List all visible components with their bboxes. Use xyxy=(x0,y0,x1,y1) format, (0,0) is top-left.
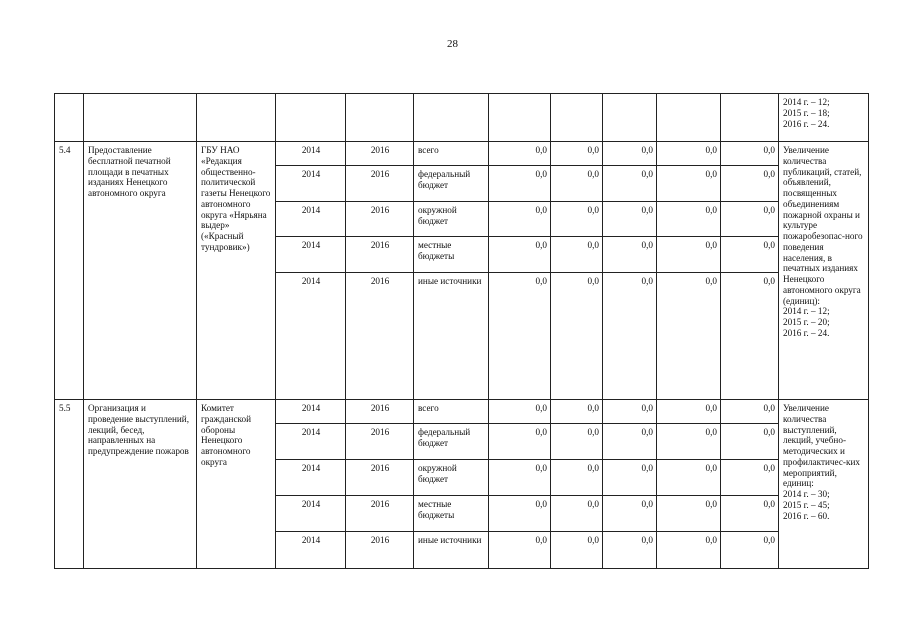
result-line: 2015 г. – 45; xyxy=(783,499,830,510)
program-measures-table xyxy=(54,93,869,569)
funding-source: иные источники xyxy=(414,532,489,569)
start-year: 2014 xyxy=(276,273,346,400)
value-cell: 0,0 xyxy=(551,273,603,400)
value-cell: 0,0 xyxy=(551,202,603,237)
value-cell: 0,0 xyxy=(603,237,657,273)
funding-source: окружной бюджет xyxy=(414,460,489,496)
start-year: 2014 xyxy=(276,532,346,569)
value-cell: 0,0 xyxy=(551,424,603,460)
value-cell: 0,0 xyxy=(603,496,657,532)
end-year: 2016 xyxy=(346,460,414,496)
value-cell: 0,0 xyxy=(489,273,551,400)
result-line: 2014 г. – 12; xyxy=(783,97,830,107)
start-year: 2014 xyxy=(276,202,346,237)
value-cell: 0,0 xyxy=(489,237,551,273)
cell-empty xyxy=(276,94,346,142)
cell-empty xyxy=(414,94,489,142)
cell-empty xyxy=(346,94,414,142)
value-cell: 0,0 xyxy=(657,424,721,460)
value-cell: 0,0 xyxy=(721,496,779,532)
end-year: 2016 xyxy=(346,400,414,424)
value-cell: 0,0 xyxy=(489,460,551,496)
value-cell: 0,0 xyxy=(551,496,603,532)
value-cell: 0,0 xyxy=(489,424,551,460)
item-name: Организация и проведение выступлений, лекций, бесед, направленных на предупреждение пожаров xyxy=(84,400,197,569)
value-cell: 0,0 xyxy=(721,202,779,237)
value-cell: 0,0 xyxy=(489,532,551,569)
item-executor: Комитет гражданской обороны Ненецкого автономного округа xyxy=(197,400,276,569)
funding-source: иные источники xyxy=(414,273,489,400)
cell-empty xyxy=(84,94,197,142)
table-row xyxy=(55,400,869,424)
value-cell: 0,0 xyxy=(657,496,721,532)
value-cell: 0,0 xyxy=(489,400,551,424)
value-cell: 0,0 xyxy=(603,532,657,569)
funding-source: окружной бюджет xyxy=(414,202,489,237)
end-year: 2016 xyxy=(346,496,414,532)
end-year: 2016 xyxy=(346,532,414,569)
value-cell: 0,0 xyxy=(721,532,779,569)
value-cell: 0,0 xyxy=(551,142,603,166)
result-line: 2016 г. – 24. xyxy=(783,328,830,339)
funding-source: местные бюджеты xyxy=(414,237,489,273)
value-cell: 0,0 xyxy=(489,166,551,202)
cell-empty xyxy=(489,94,551,142)
start-year: 2014 xyxy=(276,237,346,273)
value-cell: 0,0 xyxy=(551,460,603,496)
value-cell: 0,0 xyxy=(489,202,551,237)
value-cell: 0,0 xyxy=(657,237,721,273)
end-year: 2016 xyxy=(346,273,414,400)
funding-source: всего xyxy=(414,400,489,424)
start-year: 2014 xyxy=(276,142,346,166)
item-number: 5.5 xyxy=(55,400,84,569)
start-year: 2014 xyxy=(276,460,346,496)
value-cell: 0,0 xyxy=(603,460,657,496)
result-cell xyxy=(779,142,869,400)
result-line: 2014 г. – 30; xyxy=(783,489,830,500)
result-line: 2016 г. – 24. xyxy=(783,118,830,129)
value-cell: 0,0 xyxy=(603,202,657,237)
cell-empty xyxy=(657,94,721,142)
cell-empty xyxy=(551,94,603,142)
value-cell: 0,0 xyxy=(551,166,603,202)
end-year: 2016 xyxy=(346,202,414,237)
result-text: Увеличение количества публикаций, статей, объявлений, посвященных объединениям пожарной охраны и культуре пожаробезопас-ного поведения населения, в печатных изданиях Ненецкого автономного округа (единиц): xyxy=(783,145,863,306)
value-cell: 0,0 xyxy=(603,400,657,424)
end-year: 2016 xyxy=(346,424,414,460)
value-cell: 0,0 xyxy=(551,400,603,424)
result-cell xyxy=(779,400,869,569)
result-line: 2015 г. – 20; xyxy=(783,317,830,328)
funding-source: федеральный бюджет xyxy=(414,166,489,202)
cell-empty xyxy=(197,94,276,142)
start-year: 2014 xyxy=(276,400,346,424)
value-cell: 0,0 xyxy=(657,400,721,424)
value-cell: 0,0 xyxy=(603,424,657,460)
value-cell: 0,0 xyxy=(603,166,657,202)
value-cell: 0,0 xyxy=(489,496,551,532)
value-cell: 0,0 xyxy=(657,273,721,400)
table-row xyxy=(55,142,869,166)
value-cell: 0,0 xyxy=(721,400,779,424)
result-cell xyxy=(779,94,869,142)
value-cell: 0,0 xyxy=(721,273,779,400)
value-cell: 0,0 xyxy=(657,142,721,166)
result-line: 2014 г. – 12; xyxy=(783,306,830,317)
page-number: 28 xyxy=(447,38,458,50)
value-cell: 0,0 xyxy=(657,202,721,237)
end-year: 2016 xyxy=(346,142,414,166)
end-year: 2016 xyxy=(346,237,414,273)
value-cell: 0,0 xyxy=(603,273,657,400)
end-year: 2016 xyxy=(346,166,414,202)
value-cell: 0,0 xyxy=(721,460,779,496)
item-name: Предоставление бесплатной печатной площади в печатных изданиях Ненецкого автономного округа xyxy=(84,142,197,400)
value-cell: 0,0 xyxy=(657,166,721,202)
value-cell: 0,0 xyxy=(721,166,779,202)
cell-empty xyxy=(721,94,779,142)
result-line: 2015 г. – 18; xyxy=(783,107,830,118)
continuation-row xyxy=(55,94,869,142)
start-year: 2014 xyxy=(276,166,346,202)
funding-source: федеральный бюджет xyxy=(414,424,489,460)
value-cell: 0,0 xyxy=(657,532,721,569)
funding-source: местные бюджеты xyxy=(414,496,489,532)
item-executor: ГБУ НАО «Редакция общественно-политической газеты Ненецкого автономного округа «Нярьяна выдер» («Красный тундровик») xyxy=(197,142,276,400)
cell-empty xyxy=(55,94,84,142)
value-cell: 0,0 xyxy=(721,424,779,460)
value-cell: 0,0 xyxy=(721,142,779,166)
cell-empty xyxy=(603,94,657,142)
item-number: 5.4 xyxy=(55,142,84,400)
result-text: Увеличение количества выступлений, лекций, учебно-методических и профилактичес-ких мероприятий, единиц: xyxy=(783,403,860,489)
value-cell: 0,0 xyxy=(551,532,603,569)
value-cell: 0,0 xyxy=(489,142,551,166)
start-year: 2014 xyxy=(276,424,346,460)
value-cell: 0,0 xyxy=(721,237,779,273)
result-line: 2016 г. – 60. xyxy=(783,510,830,521)
value-cell: 0,0 xyxy=(551,237,603,273)
funding-source: всего xyxy=(414,142,489,166)
value-cell: 0,0 xyxy=(657,460,721,496)
value-cell: 0,0 xyxy=(603,142,657,166)
start-year: 2014 xyxy=(276,496,346,532)
